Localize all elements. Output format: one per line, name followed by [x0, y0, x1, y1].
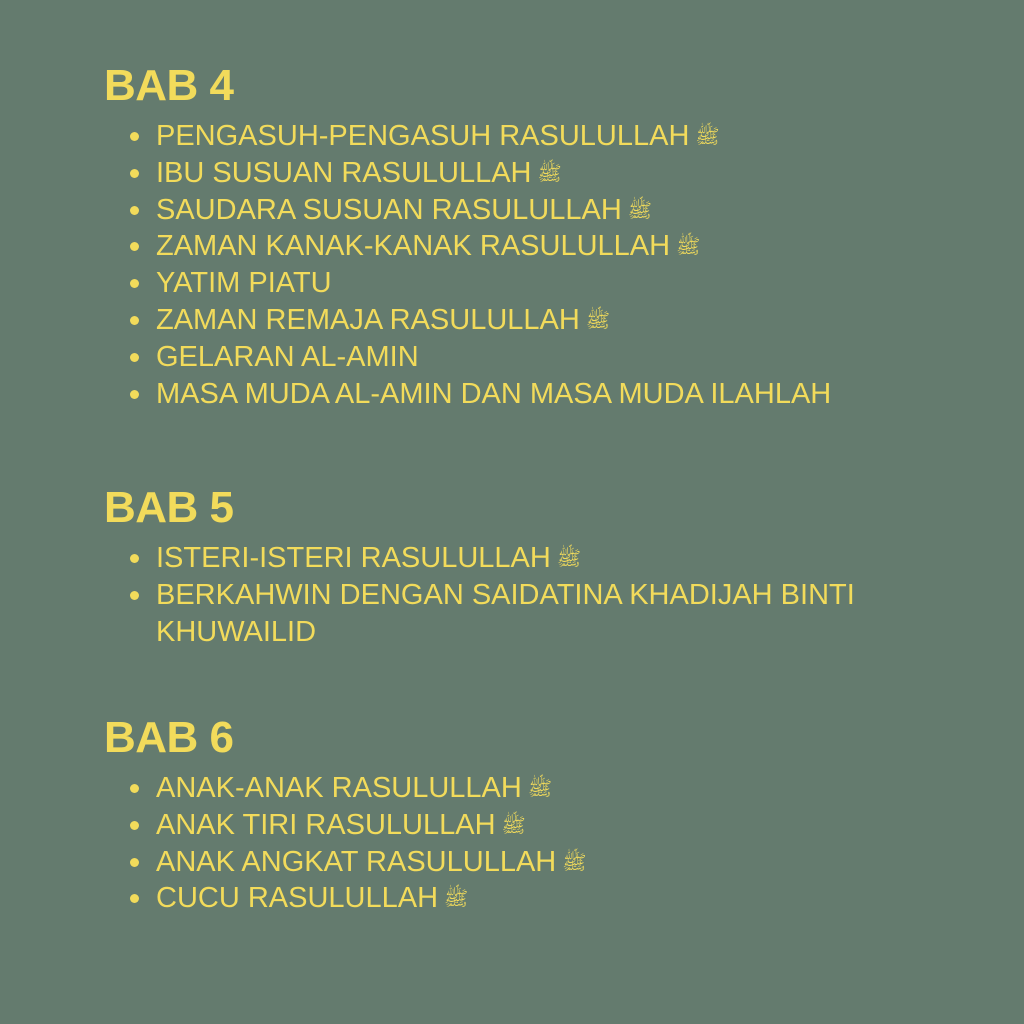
chapter-bab-4	[104, 62, 964, 412]
list-item	[104, 265, 946, 302]
topic-text: ANAK ANGKAT RASULULLAH	[156, 845, 557, 878]
list-item	[104, 192, 946, 229]
topic-list	[104, 118, 964, 412]
chapter-bab-5	[104, 484, 964, 650]
list-item	[104, 880, 946, 917]
salawat-icon: ﷺ	[695, 124, 720, 148]
bullet-icon	[130, 132, 139, 141]
salawat-icon: ﷺ	[501, 812, 526, 837]
salawat-icon: ﷺ	[627, 197, 652, 222]
topic-text: YATIM PIATU	[156, 267, 332, 300]
list-item	[104, 577, 946, 651]
topic-list	[104, 770, 964, 917]
list-item	[104, 807, 946, 844]
chapter-bab-6	[104, 714, 964, 917]
topic-text: BERKAHWIN DENGAN SAIDATINA KHADIJAH BINTI KHUWAILID	[156, 578, 855, 648]
list-item	[104, 844, 946, 881]
bullet-icon	[130, 591, 139, 600]
topic-text: ANAK-ANAK RASULULLAH	[156, 772, 522, 804]
topic-text: ZAMAN REMAJA RASULULLAH	[156, 303, 580, 336]
salawat-icon: ﷺ	[676, 234, 701, 259]
salawat-icon: ﷺ	[562, 849, 587, 874]
salawat-icon: ﷺ	[444, 886, 469, 911]
bullet-icon	[130, 169, 139, 178]
topic-text: MASA MUDA AL-AMIN DAN MASA MUDA ILAHLAH	[156, 377, 832, 410]
topic-text: GELARAN AL-AMIN	[156, 340, 419, 373]
topic-text: ANAK TIRI RASULULLAH	[156, 808, 496, 841]
topic-text: ZAMAN KANAK-KANAK RASULULLAH	[156, 230, 671, 263]
salawat-icon: ﷺ	[527, 776, 553, 800]
bullet-icon	[130, 316, 139, 325]
list-item	[104, 339, 946, 376]
chapter-title: BAB 5	[104, 483, 234, 532]
list-item	[104, 376, 946, 413]
list-item	[104, 540, 946, 577]
list-item	[104, 228, 946, 265]
bullet-icon	[130, 390, 139, 399]
list-item	[104, 302, 946, 339]
topic-text: ISTERI-ISTERI RASULULLAH	[156, 542, 551, 574]
salawat-icon: ﷺ	[537, 160, 562, 185]
chapter-title: BAB 4	[104, 61, 234, 110]
topic-text: SAUDARA SUSUAN RASULULLAH	[156, 193, 622, 226]
bullet-icon	[130, 821, 139, 830]
salawat-icon: ﷺ	[556, 546, 581, 570]
list-item	[104, 118, 946, 155]
bullet-icon	[130, 554, 139, 563]
bullet-icon	[130, 279, 139, 288]
bullet-icon	[130, 784, 139, 793]
topic-text: PENGASUH-PENGASUH RASULULLAH	[156, 120, 690, 152]
list-item	[104, 770, 946, 807]
topic-list	[104, 540, 964, 650]
salawat-icon: ﷺ	[585, 307, 610, 332]
topic-text: CUCU RASULULLAH	[156, 882, 439, 915]
bullet-icon	[130, 353, 139, 362]
bullet-icon	[130, 206, 139, 215]
bullet-icon	[130, 858, 139, 867]
chapter-title: BAB 6	[104, 713, 234, 762]
topic-text: IBU SUSUAN RASULULLAH	[156, 156, 532, 189]
list-item	[104, 155, 946, 192]
bullet-icon	[130, 242, 139, 251]
bullet-icon	[130, 894, 139, 903]
